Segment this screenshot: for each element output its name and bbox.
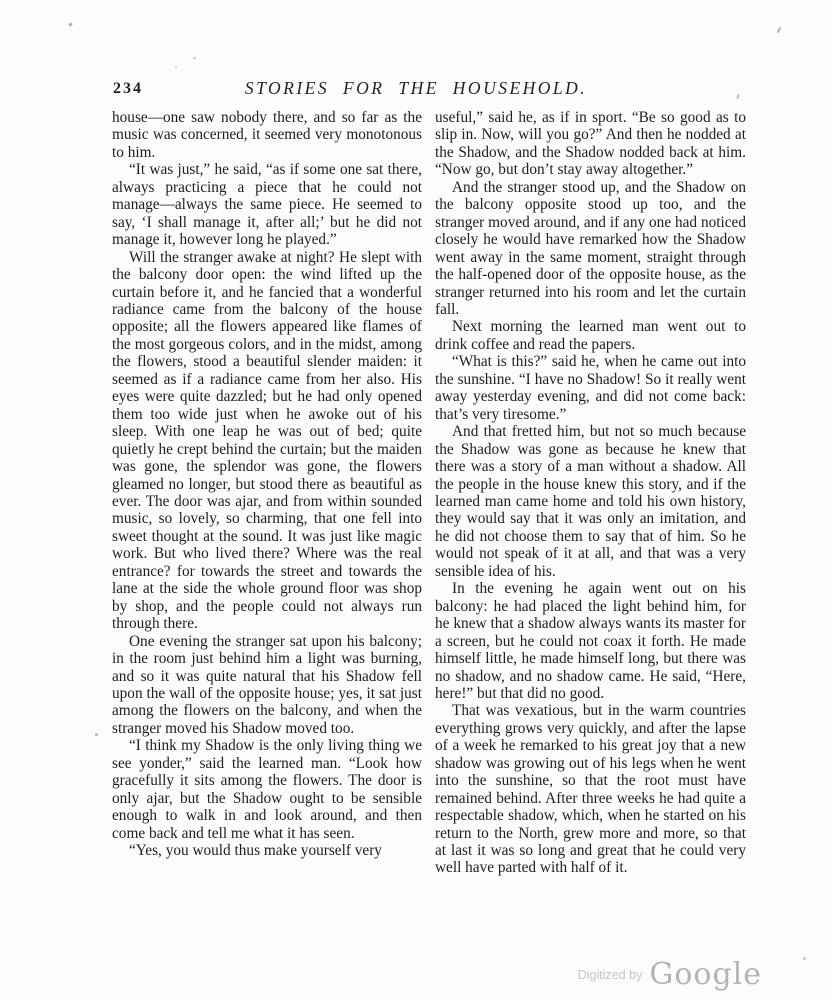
google-logo: Google — [649, 957, 762, 992]
paragraph: “Yes, you would thus make yourself very — [129, 842, 382, 860]
paragraph: “It was just,” he said, “as if some one sat there, always practicing a piece that he could not manage—always the same piece. He seemed to say, ‘I shall manage it, after all;’ but he did not manage it, however long he played.” — [112, 161, 422, 249]
paragraph: useful,” said he, as if in sport. “Be so good as to slip in. Now, will you go?” And then he nodded at the Shadow, and the Shadow nodded back at him. “Now go, but don’t stay away altogether.” — [435, 109, 746, 179]
paragraph: That was vexatious, but in the warm countries everything grows very quickly, and after the lapse of a week he remarked to his great joy that a new shadow was growing out of his legs when he went into the sunshine, so that the root must have remained behind. After three weeks he had quite a respectable shadow, which, when he started on his return to the North, grew more and more, so that at last it was so long and great that he could very well have parted with half of it. — [435, 702, 746, 877]
scan-speck — [777, 27, 781, 33]
running-title: STORIES FOR THE HOUSEHOLD. — [244, 78, 588, 98]
scan-speck — [803, 957, 806, 960]
digitized-by-label: Digitized by — [577, 968, 643, 982]
paragraph: And that fretted him, but not so much because the Shadow was gone as because he knew that there was a story of a man without a shadow. All the people in the house knew this story, and if the learned man came home and told his own history, they would say that it was only an imitation, and he did not choose them to say that of him. So he would not speak of it at all, and that was a very sensible idea of his. — [435, 423, 746, 580]
paragraph: “I think my Shadow is the only living thing we see yonder,” said the learned man. “Look how gracefully it sits among the flowers. The door is only ajar, but the Shadow ought to be sensible enough to walk in and look around, and then come back and tell me what it has seen. — [112, 737, 422, 842]
page-number: 234 — [113, 80, 143, 97]
page-header — [0, 78, 832, 102]
paragraph: Next morning the learned man went out to drink coffee and read the papers. — [435, 318, 746, 353]
paragraph: And the stranger stood up, and the Shadow on the balcony opposite stood up too, and the stranger moved around, and if any one had noticed closely he would have remarked how the Shadow went away in the same moment, straight through the half-opened door of the opposite house, as the stranger returned into his room and let the curtain fall. — [435, 178, 746, 318]
right-column — [435, 109, 746, 961]
scan-speck — [95, 733, 98, 736]
text-columns — [112, 109, 746, 961]
scan-speck — [193, 57, 196, 59]
paragraph: One evening the stranger sat upon his balcony; in the room just behind him a light was burning, and so it was quite natural that his Shadow fell upon the wall of the opposite house; yes, it sat just among the flowers on the balcony, and when the stranger moved his Shadow moved too. — [112, 632, 422, 737]
digitized-watermark — [577, 957, 762, 992]
paragraph: “What is this?” said he, when he came out into the sunshine. “I have no Shadow! So it really went away yesterday evening, and did not come back: that’s very tiresome.” — [435, 353, 746, 423]
paragraph: In the evening he again went out on his balcony: he had placed the light behind him, for he knew that a shadow always wants its master for a screen, but he could not coax it forth. He made himself little, he made himself long, but there was no shadow, and no shadow came. He said, “Here, here!” but that did no good. — [435, 580, 746, 702]
paragraph: Will the stranger awake at night? He slept with the balcony door open: the wind lifted up the curtain before it, and he fancied that a wonderful radiance came from the balcony of the house opposite; all the flowers appeared like flames of the most gorgeous colors, and in the midst, among the flowers, stood a beautiful slender maiden: it seemed as if a radiance came from her also. His eyes were quite dazzled; but he had only opened them too wide just when he awoke out of his sleep. With one leap he was out of bed; quite quietly he crept behind the curtain; but the maiden was gone, the splendor was gone, the flowers gleamed no longer, but stood there as beautiful as ever. The door was ajar, and from within sounded music, so lovely, so charming, that one fell into sweet thought at the sound. It was just like magic work. But who lived there? Where was the real entrance? for towards the street and towards the lane at the side the whole ground floor was shop by shop, and the people could not always run through there. — [112, 248, 422, 633]
paragraph: house—one saw nobody there, and so far as the music was concerned, it seemed very monotonous to him. — [112, 109, 422, 161]
left-column — [112, 109, 422, 961]
scan-speck — [175, 66, 177, 68]
scan-speck — [68, 22, 72, 26]
